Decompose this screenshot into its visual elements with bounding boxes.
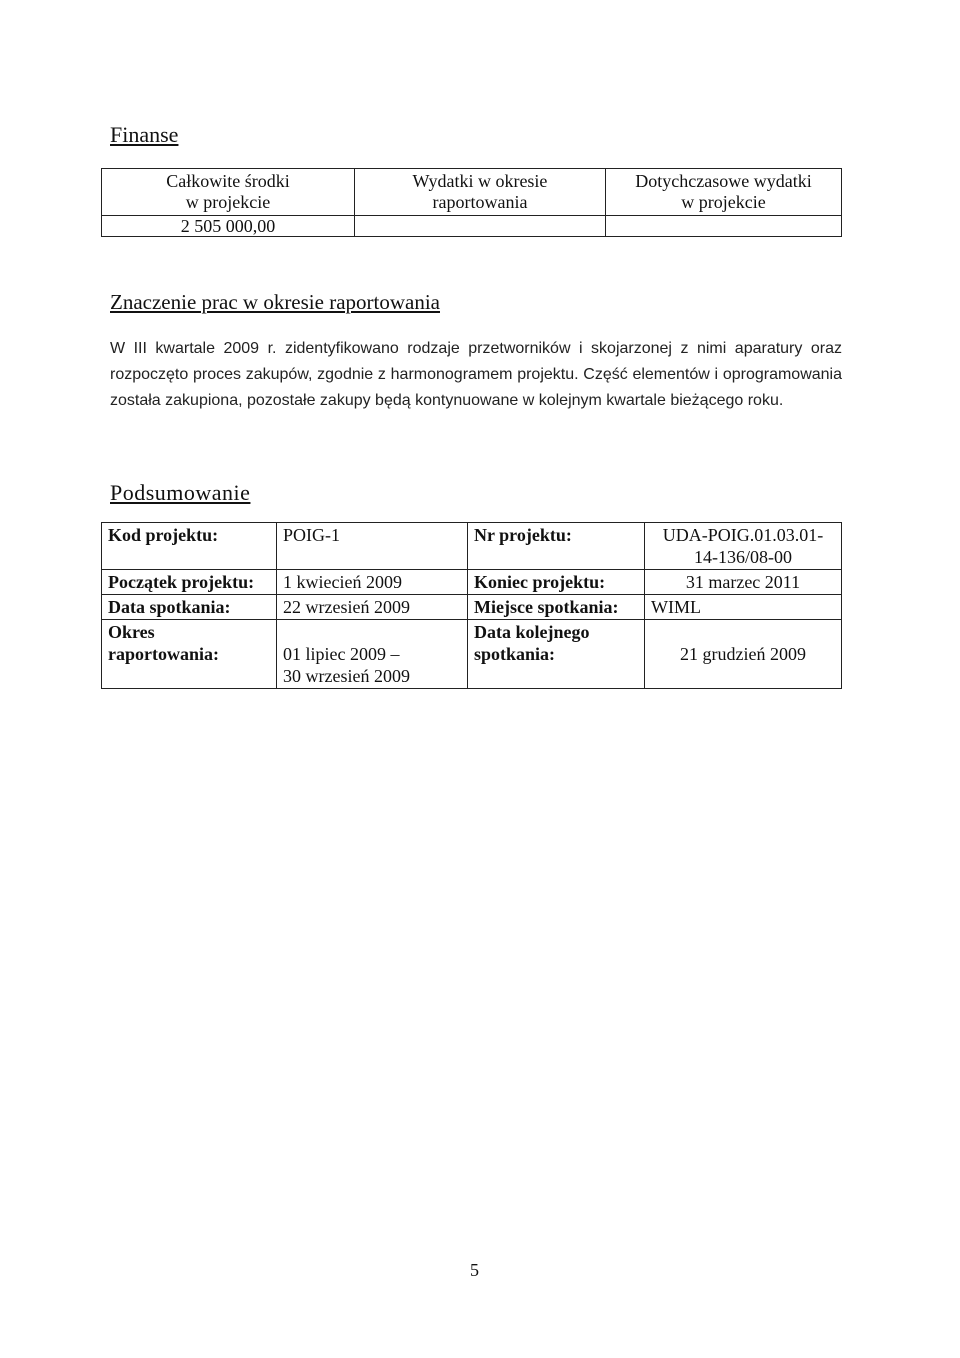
summary-row-period bbox=[102, 620, 842, 689]
finance-header-cumulative bbox=[606, 169, 842, 216]
summary-label-end: Koniec projektu: bbox=[468, 570, 645, 595]
summary-table bbox=[101, 522, 842, 689]
finance-header-period-line1: Wydatki w okresie bbox=[412, 171, 548, 191]
finance-table bbox=[101, 168, 842, 237]
summary-label-code: Kod projektu: bbox=[102, 523, 277, 570]
znaczenie-heading: Znaczenie prac w okresie raportowania bbox=[110, 290, 440, 314]
finance-value-period bbox=[355, 216, 606, 237]
finanse-heading: Finanse bbox=[110, 122, 179, 147]
summary-value-code: POIG-1 bbox=[277, 523, 468, 570]
summary-value-number-line2: 14-136/08-00 bbox=[694, 547, 792, 567]
summary-label-period bbox=[102, 620, 277, 689]
summary-value-next-meeting: 21 grudzień 2009 bbox=[645, 620, 842, 689]
summary-label-next-meeting-line1: Data kolejnego bbox=[474, 622, 590, 642]
summary-label-start: Początek projektu: bbox=[102, 570, 277, 595]
summary-label-period-line2: raportowania: bbox=[108, 644, 219, 664]
summary-label-meeting-date: Data spotkania: bbox=[102, 595, 277, 620]
summary-value-period bbox=[277, 620, 468, 689]
finance-value-total: 2 505 000,00 bbox=[102, 216, 355, 237]
finance-header-total-line1: Całkowite środki bbox=[166, 171, 290, 191]
summary-value-end: 31 marzec 2011 bbox=[645, 570, 842, 595]
finance-header-total bbox=[102, 169, 355, 216]
summary-label-meeting-place: Miejsce spotkania: bbox=[468, 595, 645, 620]
summary-value-meeting-place: WIML bbox=[645, 595, 842, 620]
summary-value-meeting-date: 22 wrzesień 2009 bbox=[277, 595, 468, 620]
finance-value-cumulative bbox=[606, 216, 842, 237]
podsumowanie-heading: Podsumowanie bbox=[110, 480, 251, 505]
finance-header-period bbox=[355, 169, 606, 216]
finance-header-total-line2: w projekcie bbox=[185, 192, 271, 212]
finance-header-cumulative-line1: Dotychczasowe wydatki bbox=[635, 171, 812, 191]
znaczenie-paragraph: W III kwartale 2009 r. zidentyfikowano rodzaje przetworników i skojarzonej z nimi aparatury oraz rozpoczęto proces zakupów, zgodnie z harmonogramem projektu. Część elementów i oprogramowania została zakupiona, pozostałe zakupy będą kontynuowane w kolejnym kwartale bieżącego roku. bbox=[110, 340, 842, 409]
summary-label-next-meeting bbox=[468, 620, 645, 689]
page-number: 5 bbox=[470, 1260, 479, 1280]
summary-value-start: 1 kwiecień 2009 bbox=[277, 570, 468, 595]
summary-value-period-line2: 30 wrzesień 2009 bbox=[283, 666, 410, 686]
summary-label-period-line1: Okres bbox=[108, 622, 155, 642]
summary-value-number-line1: UDA-POIG.01.03.01- bbox=[662, 525, 824, 545]
finance-value-row bbox=[102, 216, 842, 237]
finance-header-row bbox=[102, 169, 842, 216]
summary-label-number: Nr projektu: bbox=[468, 523, 645, 570]
finance-header-cumulative-line2: w projekcie bbox=[681, 192, 766, 212]
summary-value-number bbox=[645, 523, 842, 570]
summary-row-code bbox=[102, 523, 842, 570]
summary-row-meeting bbox=[102, 595, 842, 620]
summary-value-period-line1: 01 lipiec 2009 – bbox=[283, 644, 400, 664]
summary-label-next-meeting-line2: spotkania: bbox=[474, 644, 556, 664]
finance-header-period-line2: raportowania bbox=[432, 192, 528, 212]
summary-row-dates bbox=[102, 570, 842, 595]
